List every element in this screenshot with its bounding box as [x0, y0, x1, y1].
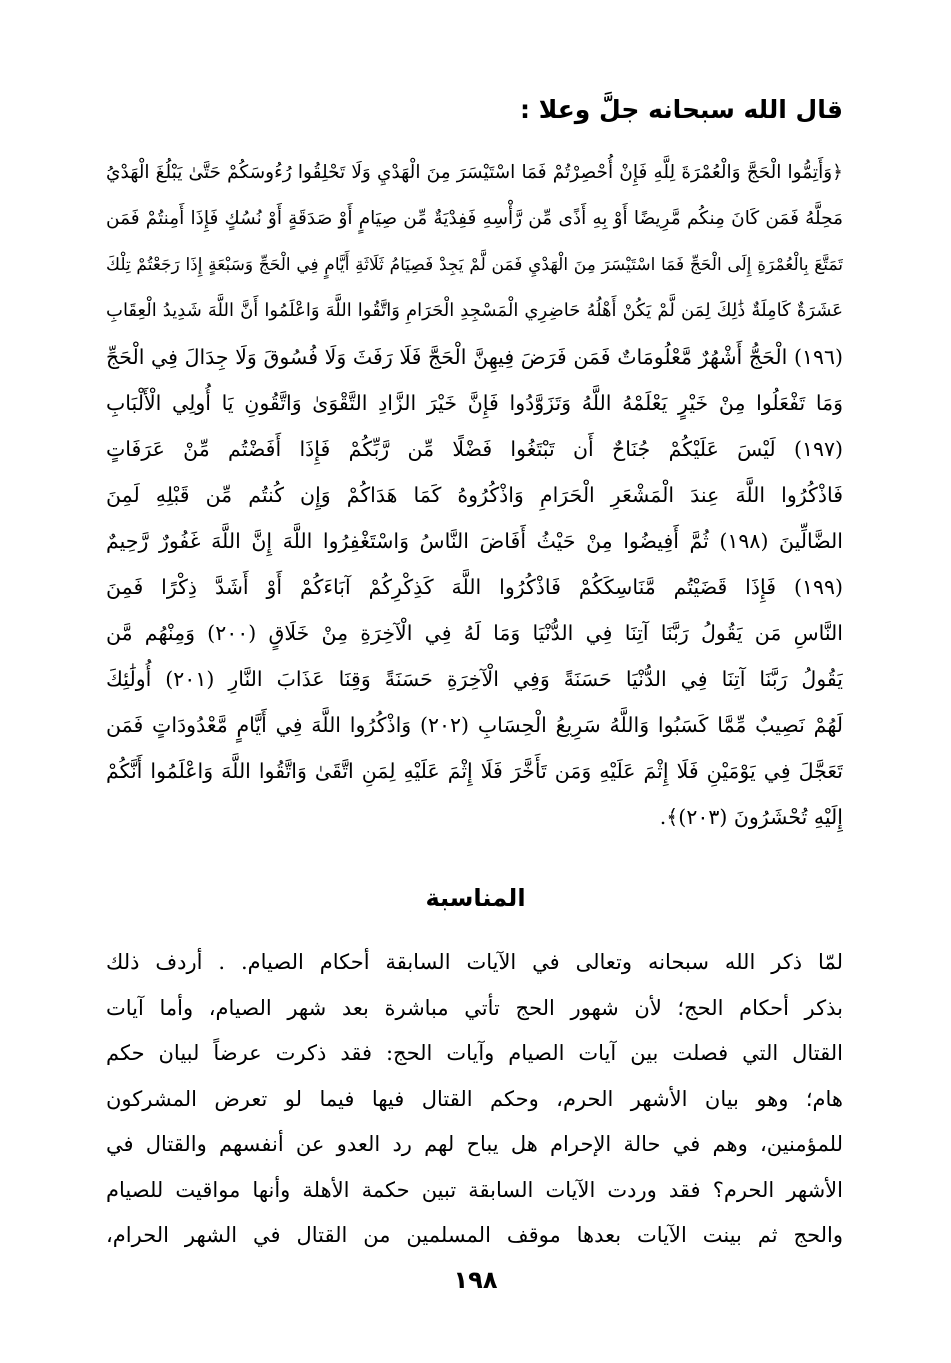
page-number: ١٩٨ [453, 1266, 498, 1294]
paragraph-line: الأشهر الحرم؟ فقد وردت الآيات السابقة تبين حكمة الأهلة وأنها مواقيت للصيام [106, 1177, 843, 1202]
verse-line: لَهُمْ نَصِيبٌ مِّمَّا كَسَبُوا وَاللَّهُ سَرِيعُ الْحِسَابِ (٢٠٢) وَاذْكُرُوا اللَّهَ فِي أَيَّامٍ مَّعْدُودَاتٍ فَمَن [106, 713, 843, 737]
section-title: المناسبة [425, 884, 526, 912]
verse-line: مَحِلَّهُ فَمَن كَانَ مِنكُم مَّرِيضًا أَوْ بِهِ أَذًى مِّن رَّأْسِهِ فَفِدْيَةٌ مِّن صِيَامٍ أَوْ صَدَقَةٍ أَوْ نُسُكٍ فَإِذَا أَمِنتُمْ فَمَن [106, 208, 843, 229]
paragraph-line: للمؤمنين، وهم في حالة الإحرام هل يباح لهم رد العدو عن أنفسهم والقتال في [106, 1132, 843, 1156]
verse-line: النَّاسِ مَن يَقُولُ رَبَّنَا آتِنَا فِي الدُّنْيَا وَمَا لَهُ فِي الْآخِرَةِ مِنْ خَلَاقٍ (٢٠٠) وَمِنْهُم مَّن [106, 621, 843, 645]
verse-line: عَشَرَةٌ كَامِلَةٌ ذَٰلِكَ لِمَن لَّمْ يَكُنْ أَهْلُهُ حَاضِرِي الْمَسْجِدِ الْحَرَامِ وَاتَّقُوا اللَّهَ وَاعْلَمُوا أَنَّ اللَّهَ شَدِيدُ الْعِقَابِ [106, 300, 843, 321]
paragraph-line: هام؛ وهو بيان الأشهر الحرم، وحكم القتال فيها فيما لو تعرض المشركون [106, 1086, 843, 1111]
paragraph-line: القتال التي فصلت بين آيات الصيام وآيات الحج: فقد ذكرت عرضاً لبيان حكم [106, 1041, 843, 1065]
commentary-paragraph [106, 940, 843, 1259]
verse-line: إِلَيْهِ تُحْشَرُونَ (٢٠٣)﴾. [659, 805, 843, 829]
verse-line: تَمَتَّعَ بِالْعُمْرَةِ إِلَى الْحَجِّ فَمَا اسْتَيْسَرَ مِنَ الْهَدْيِ فَمَن لَّمْ يَجِدْ فَصِيَامُ ثَلَاثَةِ أَيَّامٍ فِي الْحَجِّ وَسَبْعَةٍ إِذَا رَجَعْتُمْ تِلْكَ [106, 255, 843, 275]
paragraph-line: بذكر أحكام الحج؛ لأن شهور الحج تأتي مباشرة بعد شهر الصيام، وأما آيات [106, 995, 843, 1020]
verse-line: تَعَجَّلَ فِي يَوْمَيْنِ فَلَا إِثْمَ عَلَيْهِ وَمَن تَأَخَّرَ فَلَا إِثْمَ عَلَيْهِ لِمَنِ اتَّقَىٰ وَاتَّقُوا اللَّهَ وَاعْلَمُوا أَنَّكُمْ [106, 759, 843, 783]
quran-verses-block [106, 150, 843, 840]
verse-line: الضَّالِّينَ (١٩٨) ثُمَّ أَفِيضُوا مِنْ حَيْثُ أَفَاضَ النَّاسُ وَاسْتَغْفِرُوا اللَّهَ إِنَّ اللَّهَ غَفُورٌ رَّحِيمٌ [106, 529, 843, 553]
verse-line: وَمَا تَفْعَلُوا مِنْ خَيْرٍ يَعْلَمْهُ اللَّهُ وَتَزَوَّدُوا فَإِنَّ خَيْرَ الزَّادِ التَّقْوَىٰ وَاتَّقُونِ يَا أُولِي الْأَلْبَابِ [106, 391, 843, 415]
paragraph-line: لمّا ذكر الله سبحانه وتعالى في الآيات السابقة أحكام الصيام. . أردف ذلك [106, 950, 843, 974]
verse-line: فَاذْكُرُوا اللَّهَ عِندَ الْمَشْعَرِ الْحَرَامِ وَاذْكُرُوهُ كَمَا هَدَاكُمْ وَإِن كُنتُم مِّن قَبْلِهِ لَمِنَ [106, 483, 843, 507]
verse-line: (١٩٧) لَيْسَ عَلَيْكُمْ جُنَاحٌ أَن تَبْتَغُوا فَضْلًا مِّن رَّبِّكُمْ فَإِذَا أَفَضْتُم مِّنْ عَرَفَاتٍ [106, 437, 843, 461]
verse-line: (١٩٩) فَإِذَا قَضَيْتُم مَّنَاسِكَكُمْ فَاذْكُرُوا اللَّهَ كَذِكْرِكُمْ آبَاءَكُمْ أَوْ أَشَدَّ ذِكْرًا فَمِنَ [106, 575, 843, 599]
verse-line: ﴿وَأَتِمُّوا الْحَجَّ وَالْعُمْرَةَ لِلَّهِ فَإِنْ أُحْصِرْتُمْ فَمَا اسْتَيْسَرَ مِنَ الْهَدْيِ وَلَا تَحْلِقُوا رُءُوسَكُمْ حَتَّىٰ يَبْلُغَ الْهَدْيُ [106, 162, 843, 183]
verse-line: (١٩٦) الْحَجُّ أَشْهُرٌ مَّعْلُومَاتٌ فَمَن فَرَضَ فِيهِنَّ الْحَجَّ فَلَا رَفَثَ وَلَا فُسُوقَ وَلَا جِدَالَ فِي الْحَجِّ [106, 345, 843, 369]
paragraph-line: والحج ثم بينت الآيات بعدها موقف المسلمين من القتال في الشهر الحرام، [106, 1223, 843, 1247]
intro-heading: قال الله سبحانه جلَّ وعلا : [520, 95, 843, 124]
verse-line: يَقُولُ رَبَّنَا آتِنَا فِي الدُّنْيَا حَسَنَةً وَفِي الْآخِرَةِ حَسَنَةً وَقِنَا عَذَابَ النَّارِ (٢٠١) أُولَٰئِكَ [106, 667, 843, 691]
